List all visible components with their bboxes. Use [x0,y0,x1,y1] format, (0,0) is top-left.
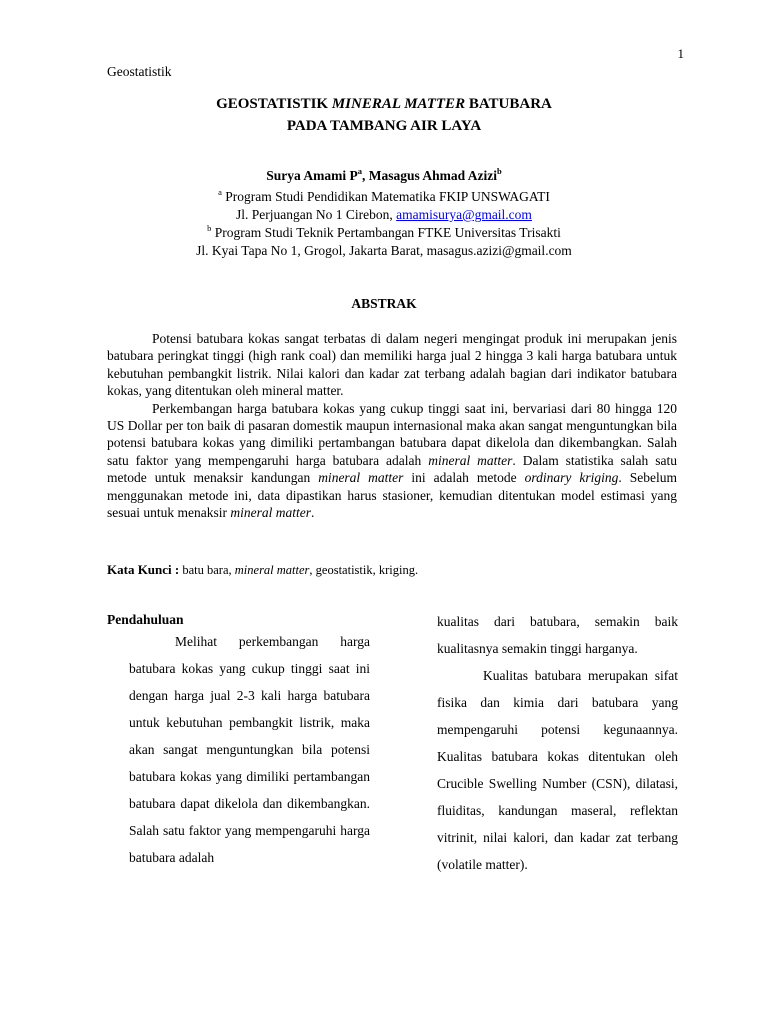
abstract-text: ini adalah metode [403,470,525,486]
abstract-text: . Dalam statistika salah satu metode untuk menaksir kandungan [107,452,677,486]
affiliation-a-line-1 [0,187,768,206]
abstract-heading: ABSTRAK [351,296,417,311]
left-column-paragraph: Melihat perkembangan harga batubara kokas yang cukup tinggi saat ini dengan harga jual 2-3 kali harga batubara untuk kebutuhan pembangkit listrik, maka akan sangat menguntungkan bila potensi batubara kokas yang dimiliki pertambangan batubara dapat dikelola dan dikembangkan. Salah satu faktor yang mempengaruhi harga batubara adalah [129,634,370,865]
keywords-text: batu bara, [179,563,235,577]
abstract-italic-term: ordinary kriging [524,470,619,486]
affiliation-a-line-2 [0,205,768,224]
abstract-paragraph-1: Potensi batubara kokas sangat terbatas di dalam negeri mengingat produk ini merupakan jenis batubara peringkat tinggi (high rank coal) dan memiliki harga jual 2 hingga 3 kali harga batubara untuk kebutuhan pembangkit listrik. Nilai kalori dan kadar zat terbang adalah bagian dari indikator batubara kokas, yang ditentukan oleh mineral matter. [107,331,677,399]
right-column-paragraph-1: kualitas dari batubara, semakin baik kualitasnya semakin tinggi harganya. [437,614,678,656]
left-column [129,628,370,871]
right-column-paragraph-2: Kualitas batubara merupakan sifat fisika dan kimia dari batubara yang mempengaruhi potensi kegunaannya. Kualitas batubara kokas ditentukan oleh Crucible Swelling Number (CSN), dilatasi, fluiditas, kandungan maseral, reflektan vitrinit, nilai kalori, dan kadar zat terbang (volatile matter). [437,668,678,872]
author-name: Masagus Ahmad Azizi [368,168,498,183]
running-header: Geostatistik [107,64,172,79]
keywords-label: Kata Kunci : [107,562,180,577]
paper-title-line-1 [0,94,768,114]
abstract-italic-term: mineral matter [230,505,311,521]
title-italic-text: MINERAL MATTER [331,96,466,112]
author-line [0,166,768,185]
keywords-line [107,562,677,578]
author-separator: , [362,168,369,183]
affiliation-b-line-1 [0,223,768,242]
author-affiliation-mark: a [357,165,362,176]
affiliation-mark: a [218,186,222,197]
section-heading: Pendahuluan [107,612,184,627]
right-column [437,608,678,878]
paper-title-line-2: PADA TAMBANG AIR LAYA [286,118,482,134]
page-number: 1 [677,46,684,61]
keywords-italic: mineral matter [234,563,310,577]
title-text: BATUBARA [465,96,552,112]
affiliation-mark: b [207,222,212,233]
email-link[interactable]: amamisurya@gmail.com [396,207,532,222]
abstract-text: . [310,505,315,521]
author-affiliation-mark: b [497,165,502,176]
keywords-text: , geostatistik, kriging. [309,563,419,577]
abstract-body [107,330,677,521]
affiliation-text: Program Studi Teknik Pertambangan FTKE Universitas Trisakti [211,225,561,240]
abstract-text: . Sebelum menggunakan metode ini, data dipastikan harus stasioner, kemudian ditentukan model estimasi yang sesuai untuk menaksir [107,470,678,521]
abstract-paragraph-2 [107,400,677,522]
affiliation-text: Program Studi Pendidikan Matematika FKIP UNSWAGATI [221,189,550,204]
author-name: Surya Amami P [266,168,358,183]
abstract-text: Perkembangan harga batubara kokas yang cukup tinggi saat ini, bervariasi dari 80 hingga 120 US Dollar per ton baik di pasaran domestik maupun internasional maka akan sangat menguntungkan bila potensi batubara kokas yang dimiliki pertambangan batubara dapat dikelola dan dikembangkan. Salah satu faktor yang mempengaruhi harga batubara adalah [107,400,677,468]
abstract-italic-term: mineral matter [318,470,404,486]
affiliation-address: Jl. Perjuangan No 1 Cirebon, [236,207,397,222]
affiliation-b-line-2: Jl. Kyai Tapa No 1, Grogol, Jakarta Barat, masagus.azizi@gmail.com [196,243,572,258]
abstract-italic-term: mineral matter [428,452,513,468]
title-text: GEOSTATISTIK [216,96,332,112]
